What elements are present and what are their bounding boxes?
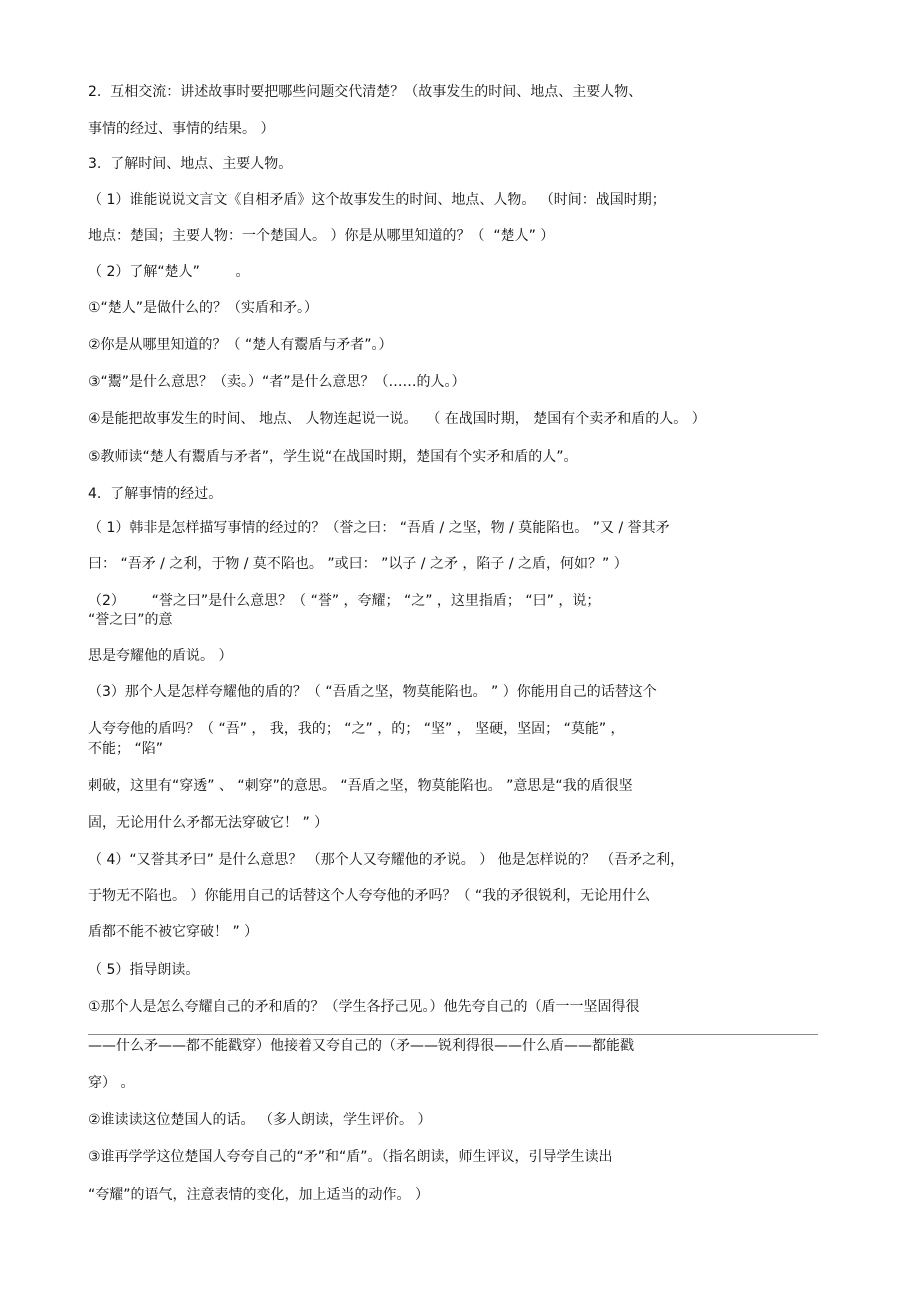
text-line: “夸耀”的语气，注意表情的变化，加上适当的动作。 ）: [88, 1187, 429, 1203]
text-line: ——什么矛——都不能戳穿）他接着又夸自己的（矛——锐利得很——什么盾——都能戳: [88, 1038, 634, 1054]
text-line: ②你是从哪里知道的？（ “楚人有鬻盾与矛者”。）: [88, 337, 393, 353]
text-line: 于物无不陷也。 ）你能用自己的话替这个人夸夸他的矛吗？（ “我的矛很锐利，无论用什么: [88, 888, 651, 904]
text-line: ④是能把故事发生的时间、 地点、 人物连起说一说。 （ 在战国时期， 楚国有个卖矛和盾的人。 ）: [88, 411, 706, 427]
divider-line: [88, 1034, 818, 1035]
text-line: “誉之曰”的意: [88, 612, 173, 628]
text-line: ③“鬻”是什么意思？（卖。）“者”是什么意思？（……的人。）: [88, 374, 466, 390]
text-line: 曰： “吾矛 / 之利，于物 / 莫不陷也。 ”或曰： ”以子 / 之矛 ，陷子 / 之盾，何如？” ）: [88, 556, 628, 572]
text-line: （ 4）“又誉其矛曰” 是什么意思？ （那个人又夸耀他的矛说。 ） 他是怎样说的？ （吾矛之利，: [88, 852, 685, 868]
text-line: （ 1）韩非是怎样描写事情的经过的？（誉之曰： “吾盾 / 之坚，物 / 莫能陷也。 ”又 / 誉其矛: [88, 520, 670, 536]
text-line: ②谁读读这位楚国人的话。 （多人朗读，学生评价。 ）: [88, 1112, 432, 1128]
text-line: （3）那个人是怎样夸耀他的盾的？（ “吾盾之坚，物莫能陷也。 ” ）你能用自己的话替这个: [88, 684, 657, 700]
text-line: ①“楚人”是做什么的？（实盾和矛。）: [88, 300, 319, 316]
text-line: （ 2）了解“楚人” 。: [88, 264, 250, 280]
text-line: 穿） 。: [88, 1075, 135, 1091]
text-line: 事情的经过、事情的结果。 ）: [88, 121, 275, 137]
text-line: ⑤教师读“楚人有鬻盾与矛者”，学生说“在战国时期，楚国有个实矛和盾的人”。: [88, 449, 578, 465]
text-line: 2. 互相交流：讲述故事时要把哪些问题交代清楚？（故事发生的时间、地点、主要人物、: [88, 84, 643, 100]
text-line: 思是夸耀他的盾说。 ）: [88, 648, 233, 664]
text-line: 4. 了解事情的经过。: [88, 486, 223, 502]
text-line: 不能； “陷”: [88, 741, 163, 757]
text-line: （ 1）谁能说说文言文《自相矛盾》这个故事发生的时间、地点、人物。 （时间：战国时期；: [88, 192, 666, 208]
text-line: 固，无论用什么矛都无法穿破它！ ” ）: [88, 815, 329, 831]
text-line: 3. 了解时间、地点、主要人物。: [88, 156, 293, 172]
text-line: （2） “誉之曰”是什么意思？（ “誉” ，夸耀； “之” ，这里指盾； “曰” ，说；: [88, 593, 601, 609]
text-line: 地点：楚国；主要人物：一个楚国人。 ）你是从哪里知道的？（ “楚人” ）: [88, 228, 555, 244]
text-line: ①那个人是怎么夸耀自己的矛和盾的？（学生各抒己见。）他先夸自己的（盾一一坚固得很: [88, 999, 640, 1015]
text-line: ③谁再学学这位楚国人夸夸自己的“矛”和“盾”。（指名朗读，师生评议，引导学生读出: [88, 1149, 613, 1165]
text-line: （ 5）指导朗读。: [88, 962, 200, 978]
text-line: 人夸夸他的盾吗？（ “吾” ， 我，我的； “之” ，的； “坚” ， 坚硬，坚固； “莫能” ，: [88, 721, 625, 737]
text-line: 盾都不能不被它穿破！ ” ）: [88, 924, 259, 940]
text-line: 刺破，这里有“穿透” 、 “刺穿”的意思。 “吾盾之坚，物莫能陷也。 ”意思是“我的盾很坚: [88, 778, 633, 794]
